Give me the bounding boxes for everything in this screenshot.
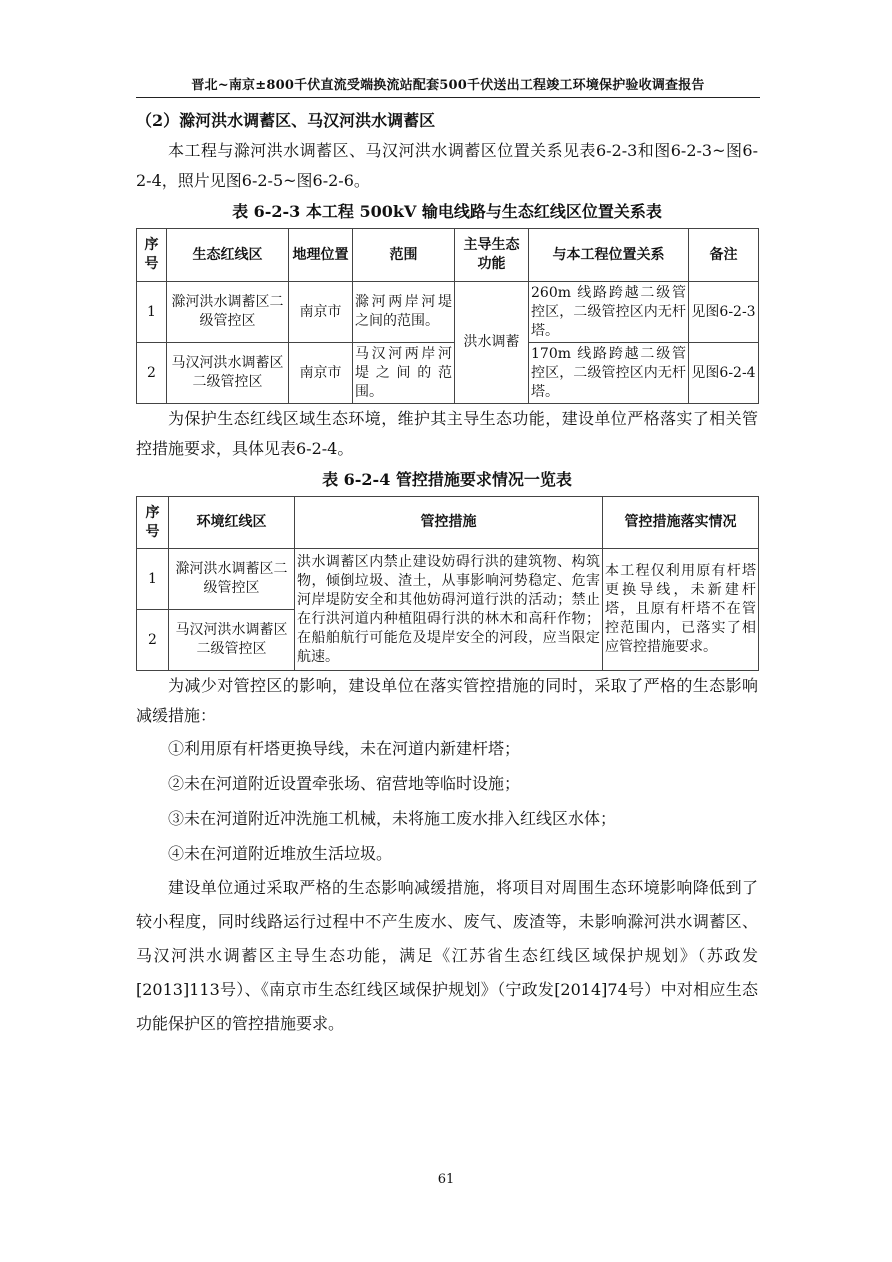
mitigation-item: ①利用原有杆塔更换导线，未在河道内新建杆塔； bbox=[168, 739, 521, 758]
table1-cell-location: 南京市 bbox=[289, 343, 353, 404]
table2-cell-zone: 马汉河洪水调蓄区二级管控区 bbox=[169, 610, 295, 671]
table1-header-function: 主导生态功能 bbox=[455, 229, 529, 282]
table1-header-location: 地理位置 bbox=[289, 229, 353, 282]
table2-control-measures bbox=[136, 496, 759, 671]
table1-header-relation: 与本工程位置关系 bbox=[529, 229, 689, 282]
table1-header-zone: 生态红线区 bbox=[167, 229, 289, 282]
table2-cell-seq: 2 bbox=[137, 610, 169, 671]
table2-header-implementation: 管控措施落实情况 bbox=[603, 497, 759, 549]
table-row bbox=[137, 549, 759, 610]
header-rule bbox=[136, 97, 760, 98]
table1-cell-zone: 马汉河洪水调蓄区二级管控区 bbox=[167, 343, 289, 404]
table1-header-seq: 序号 bbox=[137, 229, 167, 282]
table1-cell-seq: 1 bbox=[137, 282, 167, 343]
paragraph-after-table1: 为保护生态红线区域生态环境，维护其主导生态功能，建设单位严格落实了相关管控措施要求，具体见表6-2-4。 bbox=[136, 409, 758, 458]
table1-title: 表 6-2-3 本工程 500kV 输电线路与生态红线区位置关系表 bbox=[232, 202, 662, 221]
running-header: 晋北~南京±800千伏直流受端换流站配套500千伏送出工程竣工环境保护验收调查报告 bbox=[191, 78, 705, 93]
table1-header-scope: 范围 bbox=[353, 229, 455, 282]
table2-cell-measures: 洪水调蓄区内禁止建设妨碍行洪的建筑物、构筑物，倾倒垃圾、渣土，从事影响河势稳定、危害河岸堤防安全和其他妨碍河道行洪的活动；禁止在行洪河道内种植阻碍行洪的林木和高秆作物；在船舶航行可能危及堤岸安全的河段，应当限定航速。 bbox=[295, 549, 603, 671]
section-heading: （2）滁河洪水调蓄区、马汉河洪水调蓄区 bbox=[136, 111, 436, 130]
mitigation-item: ②未在河道附近设置牵张场、宿营地等临时设施； bbox=[168, 774, 521, 793]
table2-header-seq: 序号 bbox=[137, 497, 169, 549]
page-content bbox=[136, 106, 758, 1041]
table2-title: 表 6-2-4 管控措施要求情况一览表 bbox=[322, 470, 572, 489]
table1-cell-remark: 见图6-2-3 bbox=[689, 282, 759, 343]
table1-cell-scope: 滁河两岸河堤之间的范围。 bbox=[353, 282, 455, 343]
table1-ecological-redline-relation bbox=[136, 228, 759, 404]
table-row bbox=[137, 282, 759, 343]
table-row bbox=[137, 343, 759, 404]
table1-cell-seq: 2 bbox=[137, 343, 167, 404]
table2-header-measures: 管控措施 bbox=[295, 497, 603, 549]
mitigation-item: ③未在河道附近冲洗施工机械，未将施工废水排入红线区水体； bbox=[168, 809, 617, 828]
table1-cell-function: 洪水调蓄 bbox=[455, 282, 529, 404]
mitigation-intro-paragraph: 为减少对管控区的影响，建设单位在落实管控措施的同时，采取了严格的生态影响减缓措施： bbox=[136, 676, 758, 725]
table1-cell-remark: 见图6-2-4 bbox=[689, 343, 759, 404]
table1-header-row bbox=[137, 229, 759, 282]
page-number: 61 bbox=[437, 1172, 455, 1187]
table2-header-zone: 环境红线区 bbox=[169, 497, 295, 549]
intro-paragraph: 本工程与滁河洪水调蓄区、马汉河洪水调蓄区位置关系见表6-2-3和图6-2-3~图6-2-4，照片见图6-2-5~图6-2-6。 bbox=[136, 141, 758, 190]
table1-cell-scope: 马汉河两岸河堤之间的范围。 bbox=[353, 343, 455, 404]
table2-cell-seq: 1 bbox=[137, 549, 169, 610]
table1-cell-relation: 260m 线路跨越二级管控区，二级管控区内无杆塔。 bbox=[529, 282, 689, 343]
mitigation-item: ④未在河道附近堆放生活垃圾。 bbox=[168, 844, 393, 863]
table1-cell-location: 南京市 bbox=[289, 282, 353, 343]
table1-cell-zone: 滁河洪水调蓄区二级管控区 bbox=[167, 282, 289, 343]
table2-cell-zone: 滁河洪水调蓄区二级管控区 bbox=[169, 549, 295, 610]
conclusion-paragraph: 建设单位通过采取严格的生态影响减缓措施，将项目对周围生态环境影响降低到了较小程度，同时线路运行过程中不产生废水、废气、废渣等，未影响滁河洪水调蓄区、马汉河洪水调蓄区主导生态功能，满足《江苏省生态红线区域保护规划》（苏政发[2013]113号）、《南京市生态红线区域保护规划》（宁政发[2014]74号）中对相应生态功能保护区的管控措施要求。 bbox=[136, 878, 758, 1033]
table1-cell-relation: 170m 线路跨越二级管控区，二级管控区内无杆塔。 bbox=[529, 343, 689, 404]
table2-cell-implementation: 本工程仅利用原有杆塔更换导线，未新建杆塔，且原有杆塔不在管控范围内，已落实了相应管控措施要求。 bbox=[603, 549, 759, 671]
table2-header-row bbox=[137, 497, 759, 549]
table1-header-remark: 备注 bbox=[689, 229, 759, 282]
